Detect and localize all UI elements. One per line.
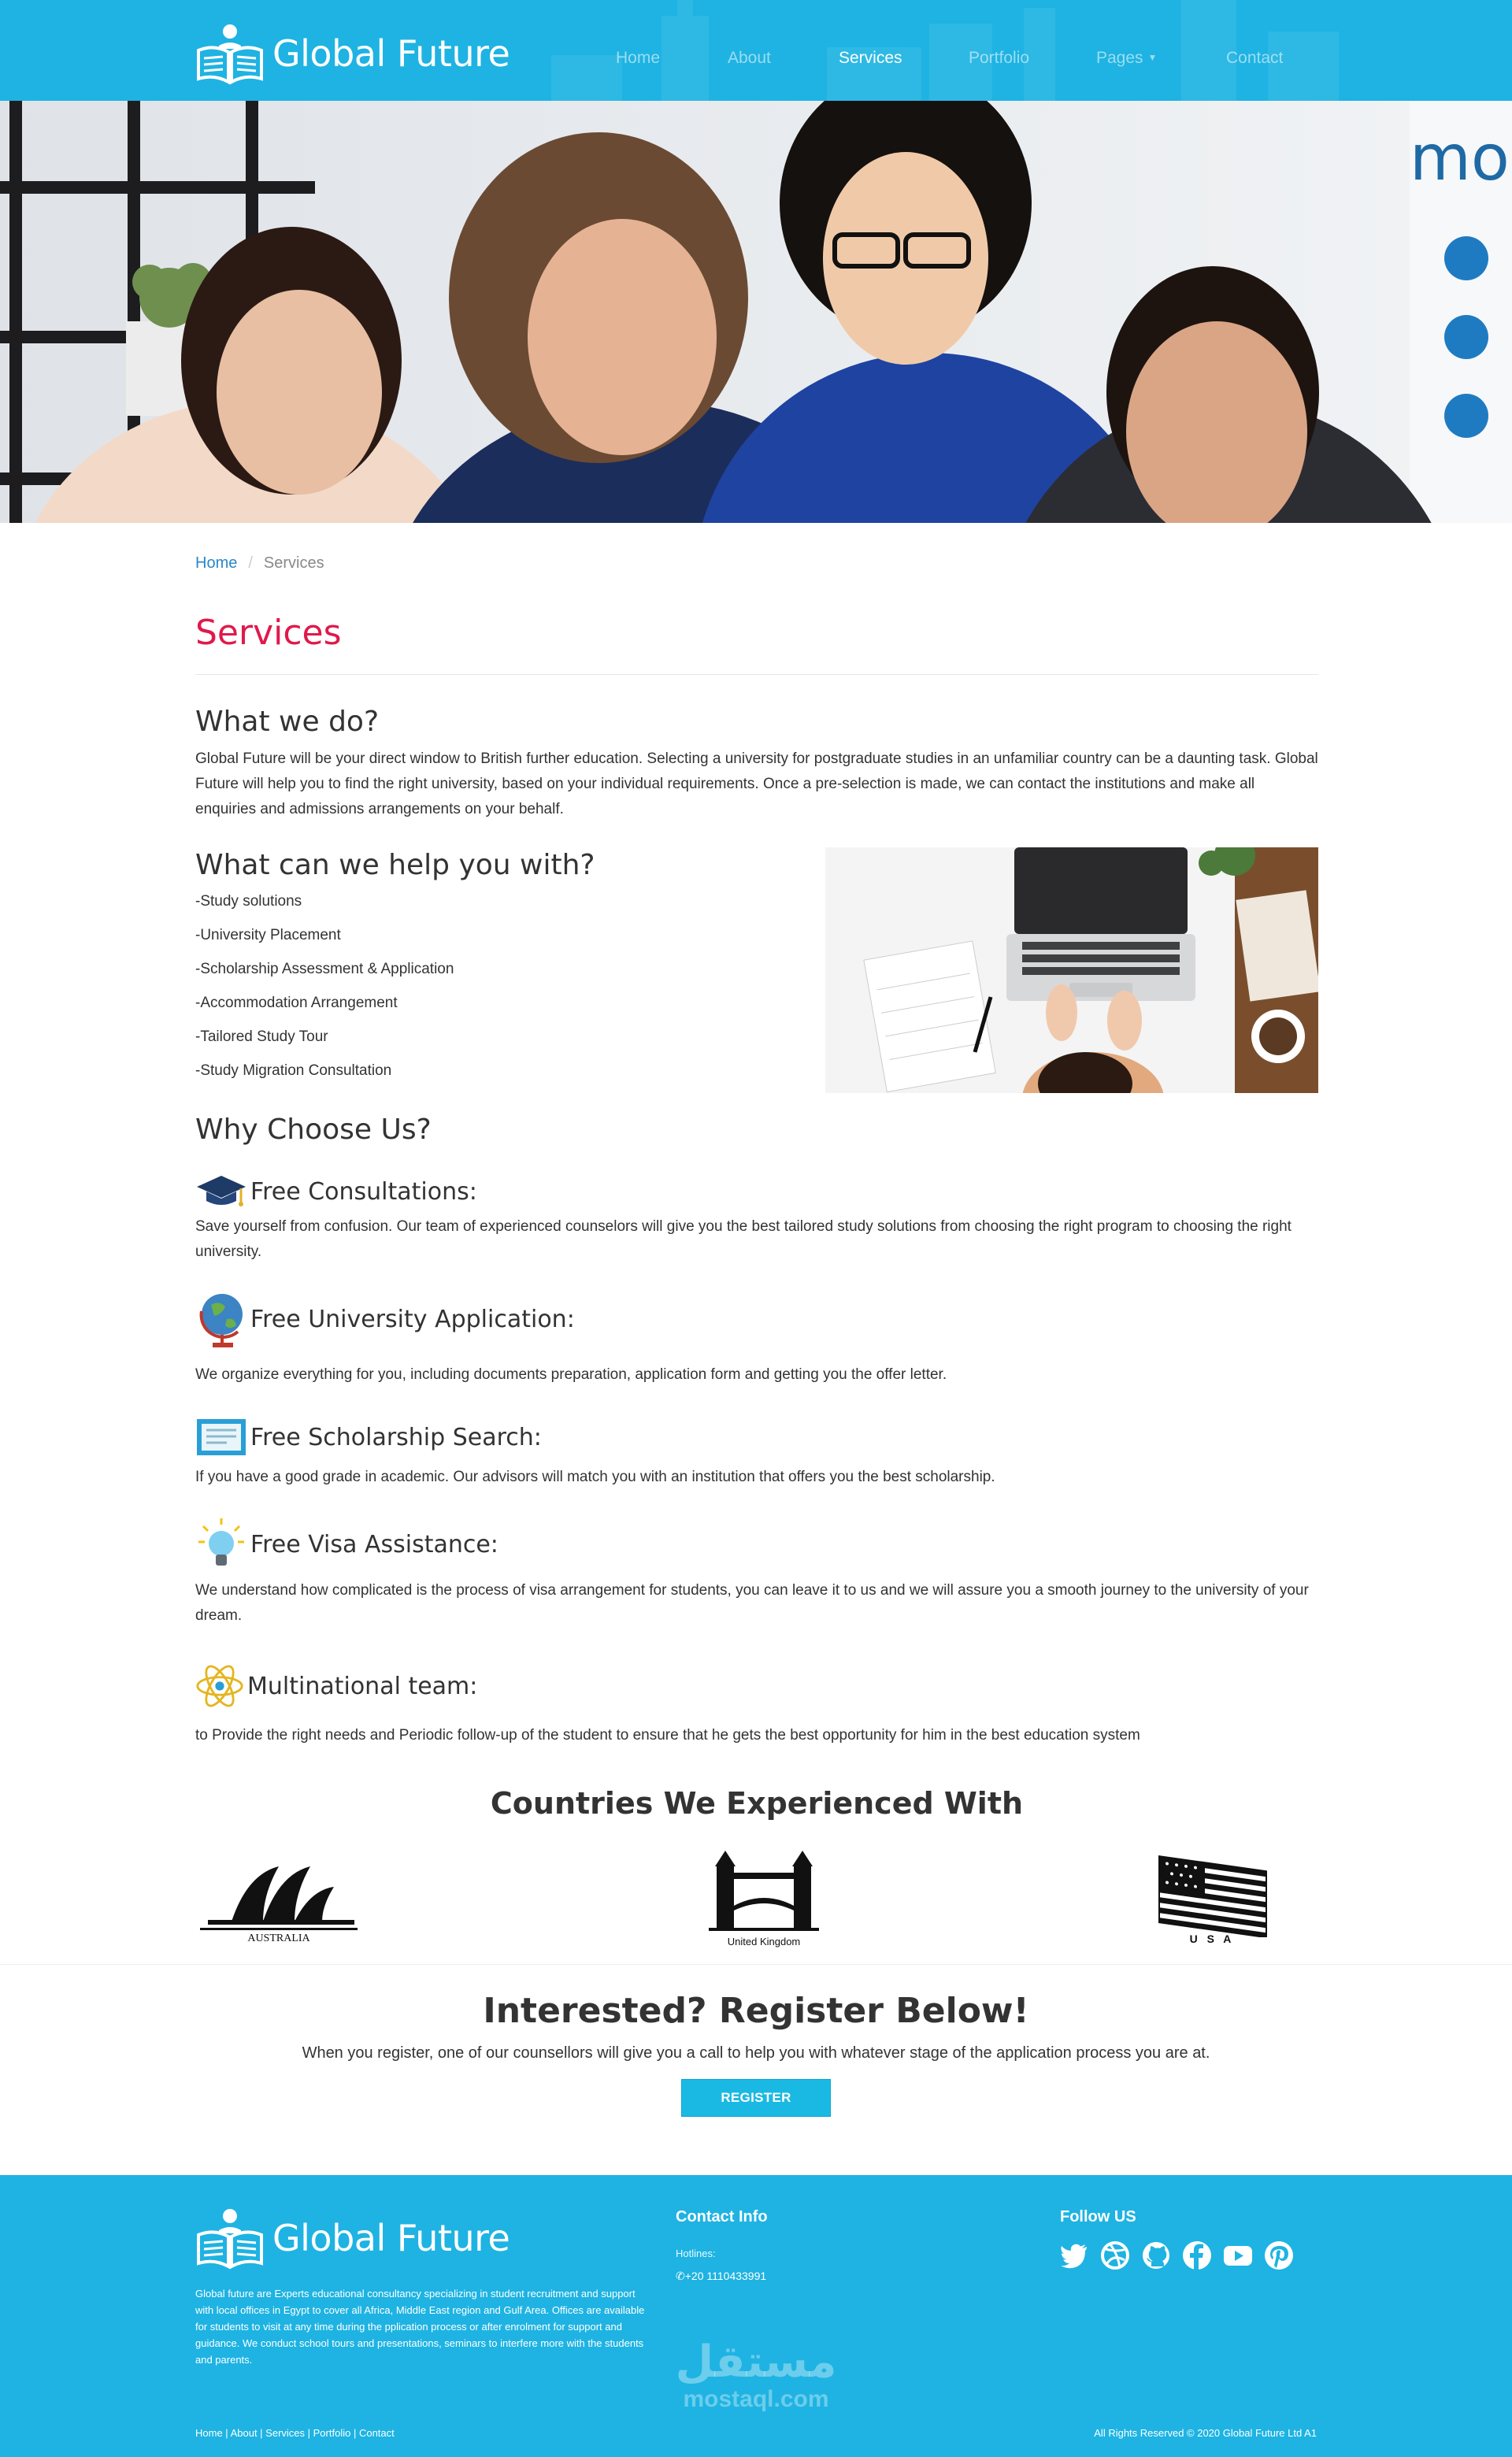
country-label: U S A	[1189, 1933, 1235, 1945]
footer-link-about[interactable]: About	[230, 2427, 258, 2439]
us-flag-icon	[1153, 1851, 1271, 1937]
country-label: United Kingdom	[727, 1936, 801, 1947]
dribbble-icon[interactable]	[1099, 2240, 1131, 2271]
certificate-icon	[195, 1411, 247, 1463]
feature-text: We organize everything for you, including documents preparation, application form and getting you the offer letter.	[195, 1366, 947, 1383]
laptop-desk-photo	[825, 847, 1318, 1093]
facebook-icon[interactable]	[1181, 2240, 1213, 2271]
feature-title: Free Scholarship Search:	[250, 1423, 542, 1451]
footer-about-text: Global future are Experts educational consultancy specializing in student recruitment and support with local offices in Egypt to cover all Africa, Middle East region and Gulf Area. Offices are available for students to visit at any time during the pplication process or after enrolment for support and guidance. We conduct school tours and presentations, seminars to interfere more with the students and parents.	[195, 2288, 645, 2366]
brand-name: Global Future	[272, 32, 510, 75]
link-separator: |	[350, 2427, 359, 2439]
tower-bridge-icon	[709, 1851, 819, 1937]
laptop-desk-image	[825, 847, 1318, 1093]
caret-down-icon: ▼	[1147, 52, 1158, 63]
feature-free-university-application	[195, 1293, 575, 1345]
nav-home[interactable]: Home	[616, 49, 661, 67]
register-heading: Interested? Register Below!	[483, 1991, 1029, 2031]
atom-icon	[195, 1660, 244, 1712]
students-photo-image	[0, 101, 1512, 523]
feature-title: Multinational team:	[247, 1672, 478, 1700]
register-divider	[0, 1964, 1512, 1965]
title-divider	[195, 674, 1318, 675]
feature-title: Free University Application:	[250, 1305, 575, 1333]
page-title: Services	[195, 613, 342, 653]
help-heading: What can we help you with?	[195, 849, 595, 881]
feature-free-scholarship-search	[195, 1411, 542, 1463]
sydney-opera-house-icon	[200, 1851, 358, 1937]
watermark-arabic: مستقل	[675, 2337, 837, 2388]
list-item: -Tailored Study Tour	[195, 1028, 328, 1045]
feature-multinational-team	[195, 1660, 477, 1712]
list-item: -Study solutions	[195, 893, 302, 910]
country-australia	[200, 1851, 358, 1953]
twitter-icon[interactable]	[1058, 2240, 1090, 2271]
footer-brand-logo[interactable]	[194, 2207, 510, 2270]
open-book-logo-icon	[194, 2207, 266, 2270]
pinterest-icon[interactable]	[1263, 2240, 1295, 2271]
link-separator: |	[257, 2427, 266, 2439]
graduation-cap-icon	[195, 1166, 247, 1217]
globe-icon	[195, 1293, 247, 1345]
what-we-do-text: Global Future will be your direct window to British further education. Selecting a university for postgraduate studies in an unfamiliar country can be a daunting task. Global Future will help you to find the right university, based on your individual requirements. Once a pre-selection is made, we can contact the institutions and make all enquiries and admissions arrangements on your behalf.	[195, 750, 1318, 817]
youtube-icon[interactable]	[1222, 2240, 1254, 2271]
breadcrumb-current: Services	[263, 554, 324, 572]
link-separator: |	[305, 2427, 313, 2439]
list-item: -University Placement	[195, 927, 341, 943]
copyright-text: All Rights Reserved © 2020 Global Future Ltd A1	[1094, 2427, 1317, 2439]
feature-text: Save yourself from confusion. Our team of experienced counselors will give you the best tailored study solutions from choosing the right program to choosing the right university.	[195, 1218, 1292, 1260]
watermark-latin: mostaql.com	[683, 2386, 829, 2412]
nav-pages[interactable]	[1096, 49, 1157, 68]
svg-text:mo: mo	[1410, 121, 1510, 195]
nav-services[interactable]: Services	[839, 49, 902, 67]
footer-link-services[interactable]: Services	[265, 2427, 306, 2439]
footer-links	[195, 2427, 395, 2439]
phone-number[interactable]	[676, 2270, 766, 2283]
feature-text: We understand how complicated is the process of visa arrangement for students, you can leave it to us and we will assure you a smooth journey to the university of your dream.	[195, 1582, 1309, 1624]
breadcrumb-home[interactable]: Home	[195, 554, 238, 572]
country-usa	[1153, 1851, 1271, 1953]
hero-photo	[0, 101, 1512, 523]
contact-info-heading: Contact Info	[676, 2208, 768, 2225]
register-text: When you register, one of our counsellors will give you a call to help you with whatever stage of the application process you are at.	[302, 2044, 1210, 2062]
lightbulb-icon	[195, 1518, 247, 1570]
why-heading: Why Choose Us?	[195, 1114, 432, 1146]
follow-us-heading: Follow US	[1060, 2208, 1136, 2225]
feature-free-visa-assistance	[195, 1518, 498, 1570]
link-separator: |	[222, 2427, 231, 2439]
hotlines-label: Hotlines:	[676, 2248, 716, 2259]
nav-pages-label: Pages	[1096, 49, 1143, 67]
site-header	[0, 0, 1512, 101]
nav-contact[interactable]: Contact	[1226, 49, 1284, 67]
list-item: -Scholarship Assessment & Application	[195, 961, 454, 977]
watermark	[662, 2339, 850, 2413]
countries-heading: Countries We Experienced With	[490, 1786, 1024, 1821]
nav-about[interactable]: About	[728, 49, 771, 67]
social-links	[1058, 2240, 1295, 2271]
register-button[interactable]: REGISTER	[681, 2079, 831, 2117]
footer-link-contact[interactable]: Contact	[358, 2427, 395, 2439]
nav-portfolio[interactable]: Portfolio	[969, 49, 1030, 67]
list-item: -Accommodation Arrangement	[195, 995, 398, 1011]
list-item: -Study Migration Consultation	[195, 1062, 392, 1079]
breadcrumb-separator: /	[248, 554, 253, 572]
footer-brand-name: Global Future	[272, 2217, 510, 2259]
help-list	[195, 890, 454, 1093]
breadcrumb	[195, 554, 324, 573]
feature-text: If you have a good grade in academic. Our advisors will match you with an institution that offers you the best scholarship.	[195, 1469, 995, 1485]
feature-text: to Provide the right needs and Periodic follow-up of the student to ensure that he gets the best opportunity for him in the best education system	[195, 1727, 1140, 1744]
github-icon[interactable]	[1140, 2240, 1172, 2271]
footer-link-portfolio[interactable]: Portfolio	[313, 2427, 351, 2439]
country-label: AUSTRALIA	[247, 1933, 310, 1944]
main-nav	[0, 49, 1512, 72]
feature-title: Free Consultations:	[250, 1177, 477, 1206]
site-footer	[0, 2175, 1512, 2457]
country-united-kingdom	[709, 1851, 819, 1953]
feature-free-consultations	[195, 1166, 477, 1217]
phone-icon: ✆	[676, 2270, 685, 2282]
what-we-do-heading: What we do?	[195, 706, 380, 738]
footer-link-home[interactable]: Home	[195, 2427, 223, 2439]
phone-value: +20 1110433991	[684, 2270, 767, 2282]
feature-title: Free Visa Assistance:	[250, 1530, 498, 1558]
